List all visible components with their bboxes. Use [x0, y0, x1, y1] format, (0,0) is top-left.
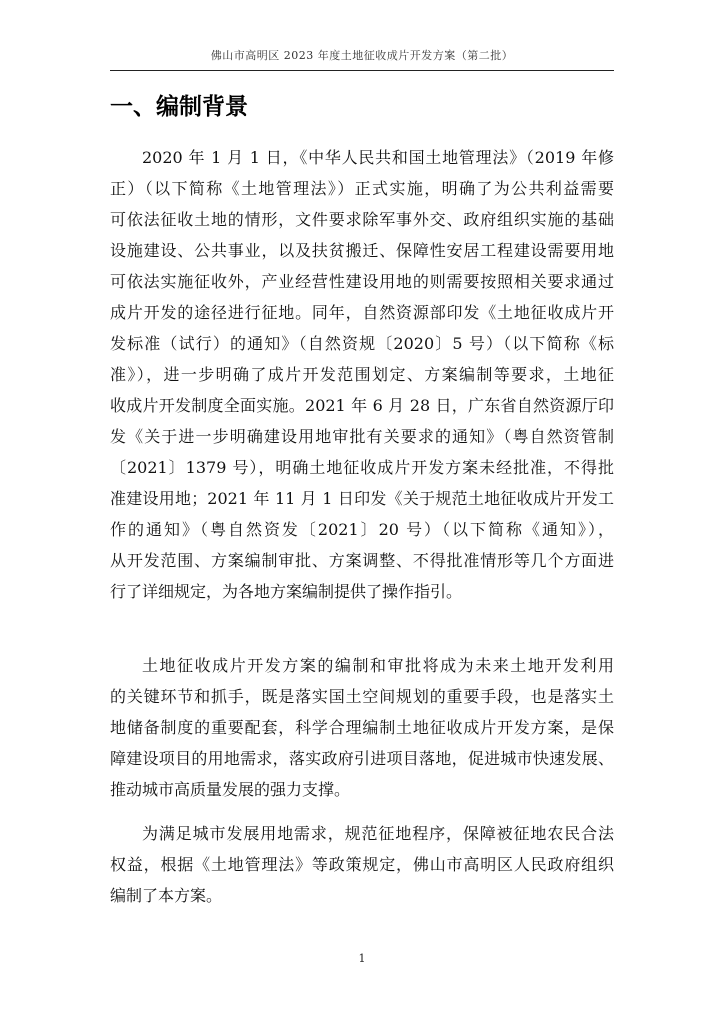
text-line: 为满足城市发展用地需求，规范征地程序，保障被征地农民合法: [142, 824, 614, 843]
text-line: 土地征收成片开发方案的编制和审批将成为未来土地开发利用: [142, 656, 614, 675]
text-line: 作的通知》（粤自然资发〔2021〕20 号）（以下简称《通知》），: [110, 520, 614, 539]
text-line: 的关键环节和抓手，既是落实国土空间规划的重要手段，也是落实土: [110, 687, 614, 706]
text-line: 推动城市高质量发展的强力支撑。: [110, 780, 351, 799]
text-line: 发标准（试行）的通知》（自然资规〔2020〕5 号）（以下简称《标: [110, 334, 614, 353]
text-line: 〔2021〕1379 号），明确土地征收成片开发方案未经批准，不得批: [110, 458, 614, 477]
text-line: 正）（以下简称《土地管理法》）正式实施，明确了为公共利益需要: [110, 179, 614, 198]
text-line: 可依法实施征收外，产业经营性建设用地的则需要按照相关要求通过: [110, 272, 614, 291]
text-line: 从开发范围、方案编制审批、方案调整、不得批准情形等几个方面进: [110, 551, 614, 570]
text-line: 可依法征收土地的情形，文件要求除军事外交、政府组织实施的基础: [110, 210, 614, 229]
text-line: 成片开发的途径进行征地。同年，自然资源部印发《土地征收成片开: [110, 303, 614, 322]
text-line: 障建设项目的用地需求，落实政府引进项目落地，促进城市快速发展、: [110, 749, 614, 768]
text-line: 2020 年 1 月 1 日，《中华人民共和国土地管理法》（2019 年修: [142, 148, 614, 167]
header-divider: [110, 70, 614, 71]
page-number: 1: [358, 952, 366, 965]
section-heading: 一、编制背景: [110, 94, 248, 120]
text-line: 编制了本方案。: [110, 886, 223, 905]
page-header: 佛山市高明区 2023 年度土地征收成片开发方案（第二批）: [210, 49, 514, 62]
text-line: 行了详细规定，为各地方案编制提供了操作指引。: [110, 582, 463, 601]
text-line: 设施建设、公共事业，以及扶贫搬迁、保障性安居工程建设需要用地: [110, 241, 614, 260]
text-line: 权益，根据《土地管理法》等政策规定，佛山市高明区人民政府组织: [110, 855, 614, 874]
text-line: 收成片开发制度全面实施。2021 年 6 月 28 日，广东省自然资源厅印: [110, 396, 614, 415]
text-line: 地储备制度的重要配套，科学合理编制土地征收成片开发方案，是保: [110, 718, 614, 737]
text-line: 准》），进一步明确了成片开发范围划定、方案编制等要求，土地征: [110, 365, 614, 384]
text-line: 准建设用地；2021 年 11 月 1 日印发《关于规范土地征收成片开发工: [110, 489, 614, 508]
text-line: 发《关于进一步明确建设用地审批有关要求的通知》（粤自然资管制: [110, 427, 614, 446]
